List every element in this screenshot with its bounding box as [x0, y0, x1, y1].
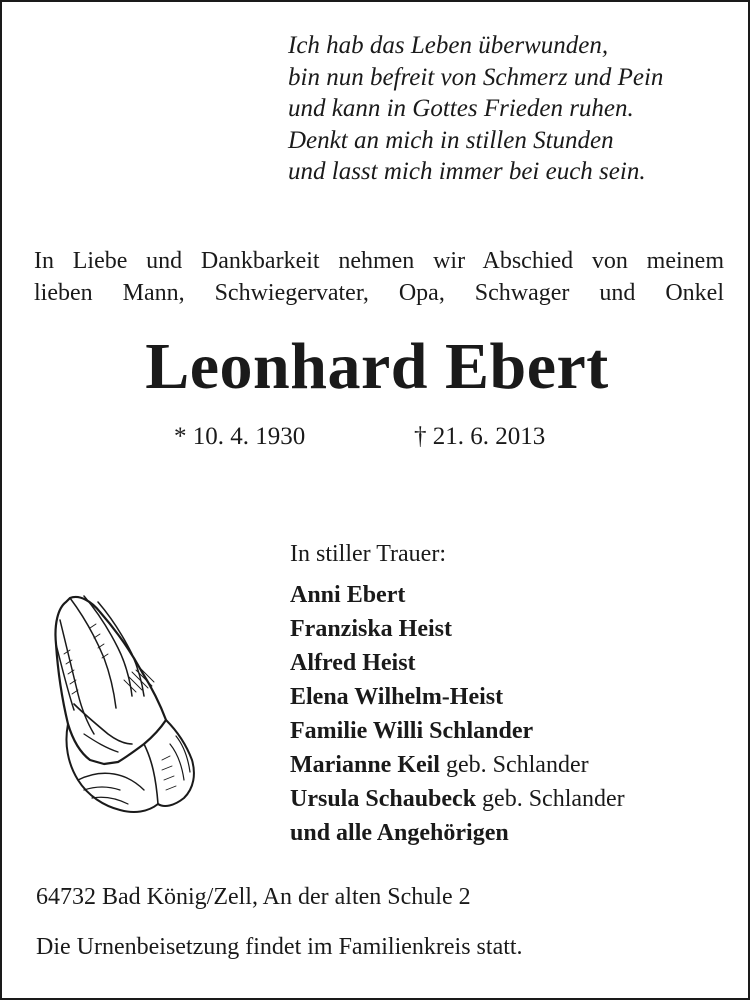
mourner-entry	[290, 748, 625, 782]
death-date: † 21. 6. 2013	[414, 423, 546, 450]
mourner-name: Franziska Heist	[290, 616, 452, 642]
mourner-name: Marianne Keil	[290, 752, 440, 778]
mourner-entry	[290, 816, 625, 850]
poem-line: bin nun befreit von Schmerz und Pein	[288, 63, 664, 91]
mourner-name: Familie Willi Schlander	[290, 718, 534, 744]
mourner-birth-name: geb. Schlander	[482, 786, 625, 812]
mourner-name: Anni Ebert	[290, 582, 406, 608]
mourner-name: Ursula Schaubeck	[290, 786, 477, 812]
poem-line: und kann in Gottes Frieden ruhen.	[288, 95, 634, 122]
intro-line: lieben Mann, Schwiegervater, Opa, Schwager und Onkel	[34, 280, 724, 306]
praying-hands-icon	[44, 584, 204, 824]
mourner-entry	[290, 714, 625, 748]
intro-text	[34, 245, 724, 309]
intro-line: In Liebe und Dankbarkeit nehmen wir Abschied von meinem	[34, 248, 724, 274]
mourner-entry	[290, 680, 625, 714]
address: 64732 Bad König/Zell, An der alten Schule 2	[36, 884, 471, 910]
mourner-name: und alle Angehörigen	[290, 820, 509, 846]
mourner-name: Elena Wilhelm-Heist	[290, 684, 504, 710]
deceased-name: Leonhard Ebert	[145, 330, 609, 403]
poem	[288, 30, 663, 188]
burial-notice: Die Urnenbeisetzung findet im Familienkreis statt.	[36, 934, 523, 960]
mourner-list	[290, 578, 625, 850]
mourner-entry	[290, 612, 625, 646]
birth-date: * 10. 4. 1930	[174, 423, 306, 450]
mourner-birth-name: geb. Schlander	[445, 752, 589, 778]
mourner-name: Alfred Heist	[290, 650, 416, 676]
mourner-entry	[290, 782, 625, 816]
poem-line: Denkt an mich in stillen Stunden	[288, 126, 614, 154]
mourner-entry	[290, 578, 625, 612]
poem-line: Ich hab das Leben überwunden,	[288, 32, 609, 59]
poem-line: und lasst mich immer bei euch sein.	[288, 158, 646, 185]
mourner-entry	[290, 646, 625, 680]
mourning-label: In stiller Trauer:	[290, 541, 446, 567]
